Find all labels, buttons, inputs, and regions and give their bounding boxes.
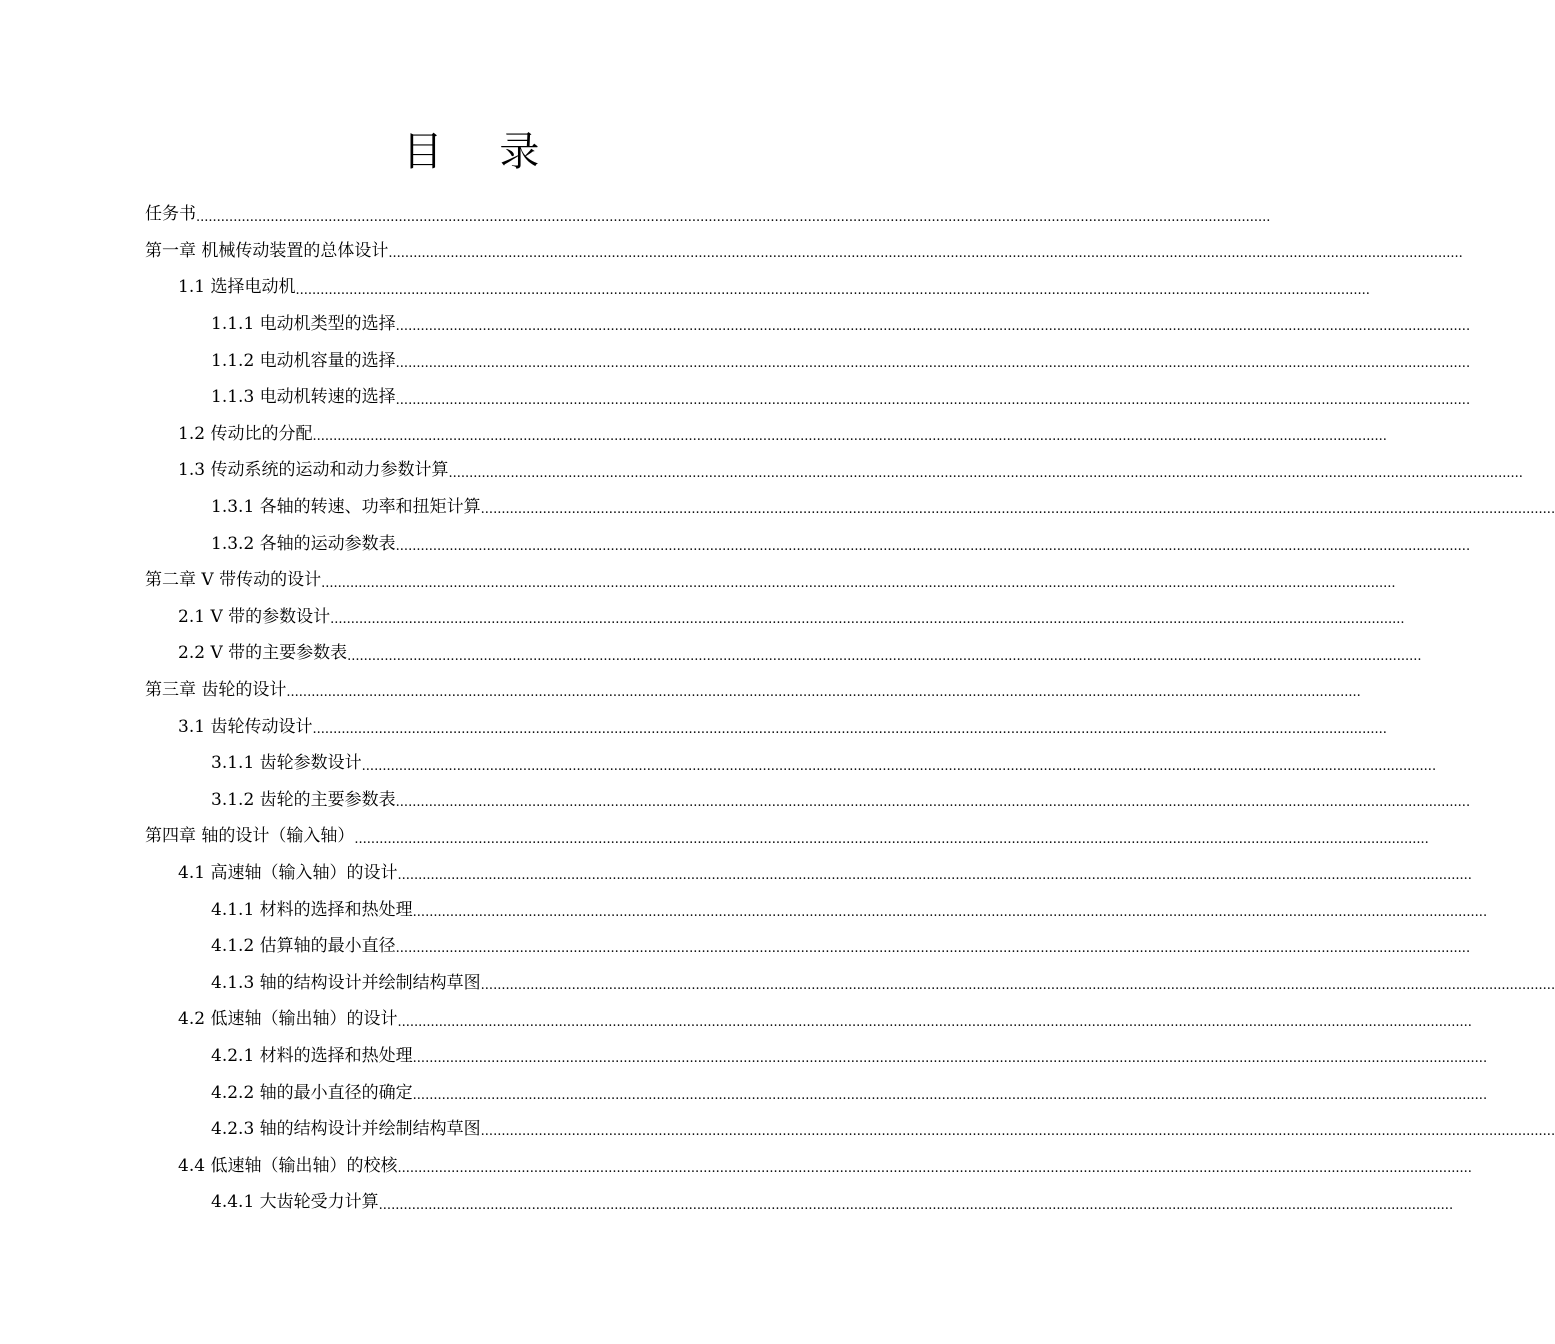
dot-leader: ....................................................................................................................................................................................................................................................................: [395, 319, 1471, 335]
toc-list: [0, 196, 1555, 1221]
toc-entry-text: 4.2 低速轴（输出轴）的设计: [178, 1009, 398, 1030]
toc-entry-text: 1.1.1 电动机类型的选择: [211, 314, 396, 335]
dot-leader: ....................................................................................................................................................................................................................................................................: [397, 1014, 1472, 1030]
dot-leader: ....................................................................................................................................................................................................................................................................: [395, 941, 1471, 957]
dot-leader: ....................................................................................................................................................................................................................................................................: [412, 904, 1488, 920]
dot-leader: ....................................................................................................................................................................................................................................................................: [395, 355, 1471, 371]
dot-leader: ....................................................................................................................................................................................................................................................................: [397, 1161, 1472, 1177]
toc-entry-text: 第一章 机械传动装置的总体设计: [145, 240, 389, 261]
toc-entry-text: 1.3.1 各轴的转速、功率和扭矩计算: [211, 497, 481, 518]
toc-entry-chapter-2: [0, 562, 1396, 599]
toc-entry-text: 3.1 齿轮传动设计: [178, 716, 313, 737]
toc-entry-2-2: [0, 635, 1422, 672]
dot-leader: ....................................................................................................................................................................................................................................................................: [397, 868, 1472, 884]
toc-entry-4-1-2: [0, 928, 1471, 965]
toc-entry-3-1-2: [0, 782, 1471, 819]
toc-entry-4-2-3: [0, 1111, 1555, 1148]
toc-entry-text: 4.4 低速轴（输出轴）的校核: [178, 1155, 398, 1176]
toc-entry-text: 第三章 齿轮的设计: [145, 680, 287, 701]
toc-entry-text: 第四章 轴的设计（输入轴）: [145, 826, 355, 847]
toc-entry-text: 1.2 传动比的分配: [178, 423, 313, 444]
toc-entry-1-2: [0, 416, 1387, 453]
toc-entry-1-1: [0, 269, 1370, 306]
toc-entry-text: 1.1.2 电动机容量的选择: [211, 350, 396, 371]
toc-entry-1-3: [0, 452, 1523, 489]
dot-leader: ....................................................................................................................................................................................................................................................................: [388, 246, 1463, 262]
toc-entry-text: 4.2.1 材料的选择和热处理: [211, 1045, 413, 1066]
toc-entry-text: 1.1 选择电动机: [178, 277, 296, 298]
toc-entry-text: 第二章 V 带传动的设计: [145, 570, 322, 591]
toc-entry-2-1: [0, 599, 1405, 636]
dot-leader: ....................................................................................................................................................................................................................................................................: [295, 282, 1370, 298]
toc-entry-text: 3.1.2 齿轮的主要参数表: [211, 789, 396, 810]
dot-leader: ....................................................................................................................................................................................................................................................................: [480, 502, 1555, 518]
toc-entry-4-2: [0, 1001, 1472, 1038]
dot-leader: ....................................................................................................................................................................................................................................................................: [312, 429, 1387, 445]
dot-leader: ....................................................................................................................................................................................................................................................................: [412, 1051, 1488, 1067]
toc-entry-1-1-1: [0, 306, 1471, 343]
toc-entry-text: 1.3.2 各轴的运动参数表: [211, 533, 396, 554]
toc-entry-text: 4.2.3 轴的结构设计并绘制结构草图: [211, 1119, 481, 1140]
toc-entry-chapter-1: [0, 233, 1463, 270]
dot-leader: ....................................................................................................................................................................................................................................................................: [395, 538, 1471, 554]
dot-leader: ....................................................................................................................................................................................................................................................................: [354, 831, 1429, 847]
dot-leader: ....................................................................................................................................................................................................................................................................: [395, 392, 1471, 408]
dot-leader: ....................................................................................................................................................................................................................................................................: [448, 465, 1523, 481]
dot-leader: ....................................................................................................................................................................................................................................................................: [347, 648, 1422, 664]
toc-entry-text: 2.2 V 带的主要参数表: [178, 643, 348, 664]
dot-leader: ....................................................................................................................................................................................................................................................................: [480, 978, 1555, 994]
toc-entry-text: 3.1.1 齿轮参数设计: [211, 753, 362, 774]
toc-entry-1-1-3: [0, 379, 1471, 416]
toc-entry-4-1: [0, 855, 1472, 892]
toc-entry-text: 任务书: [145, 204, 196, 225]
dot-leader: ....................................................................................................................................................................................................................................................................: [312, 721, 1387, 737]
toc-entry-4-2-2: [0, 1074, 1488, 1111]
dot-leader: ....................................................................................................................................................................................................................................................................: [286, 685, 1361, 701]
toc-entry-text: 4.4.1 大齿轮受力计算: [211, 1192, 379, 1213]
toc-entry-1-1-2: [0, 342, 1471, 379]
toc-entry-1-3-1: [0, 489, 1555, 526]
toc-entry-3-1: [0, 708, 1387, 745]
toc-entry-text: 4.1.1 材料的选择和热处理: [211, 899, 413, 920]
dot-leader: ....................................................................................................................................................................................................................................................................: [395, 795, 1471, 811]
toc-entry-chapter-3: [0, 672, 1361, 709]
toc-entry-task-book: [0, 196, 1271, 233]
toc-title: 目 录: [402, 129, 562, 175]
toc-entry-text: 4.2.2 轴的最小直径的确定: [211, 1082, 413, 1103]
toc-entry-text: 1.1.3 电动机转速的选择: [211, 387, 396, 408]
toc-entry-chapter-4: [0, 818, 1429, 855]
dot-leader: ....................................................................................................................................................................................................................................................................: [330, 612, 1405, 628]
dot-leader: ....................................................................................................................................................................................................................................................................: [412, 1087, 1488, 1103]
toc-entry-4-1-3: [0, 964, 1555, 1001]
toc-entry-text: 4.1.3 轴的结构设计并绘制结构草图: [211, 972, 481, 993]
dot-leader: ....................................................................................................................................................................................................................................................................: [196, 209, 1271, 225]
toc-entry-3-1-1: [0, 745, 1437, 782]
dot-leader: ....................................................................................................................................................................................................................................................................: [378, 1197, 1454, 1213]
toc-entry-text: 1.3 传动系统的运动和动力参数计算: [178, 460, 449, 481]
toc-entry-text: 4.1.2 估算轴的最小直径: [211, 936, 396, 957]
dot-leader: ....................................................................................................................................................................................................................................................................: [361, 758, 1437, 774]
dot-leader: ....................................................................................................................................................................................................................................................................: [321, 575, 1396, 591]
toc-entry-text: 4.1 高速轴（输入轴）的设计: [178, 862, 398, 883]
toc-entry-4-4-1: [0, 1184, 1454, 1221]
toc-entry-1-3-2: [0, 525, 1471, 562]
toc-entry-text: 2.1 V 带的参数设计: [178, 606, 331, 627]
toc-entry-4-4: [0, 1147, 1472, 1184]
toc-entry-4-2-1: [0, 1038, 1488, 1075]
dot-leader: ....................................................................................................................................................................................................................................................................: [480, 1124, 1555, 1140]
toc-entry-4-1-1: [0, 891, 1488, 928]
